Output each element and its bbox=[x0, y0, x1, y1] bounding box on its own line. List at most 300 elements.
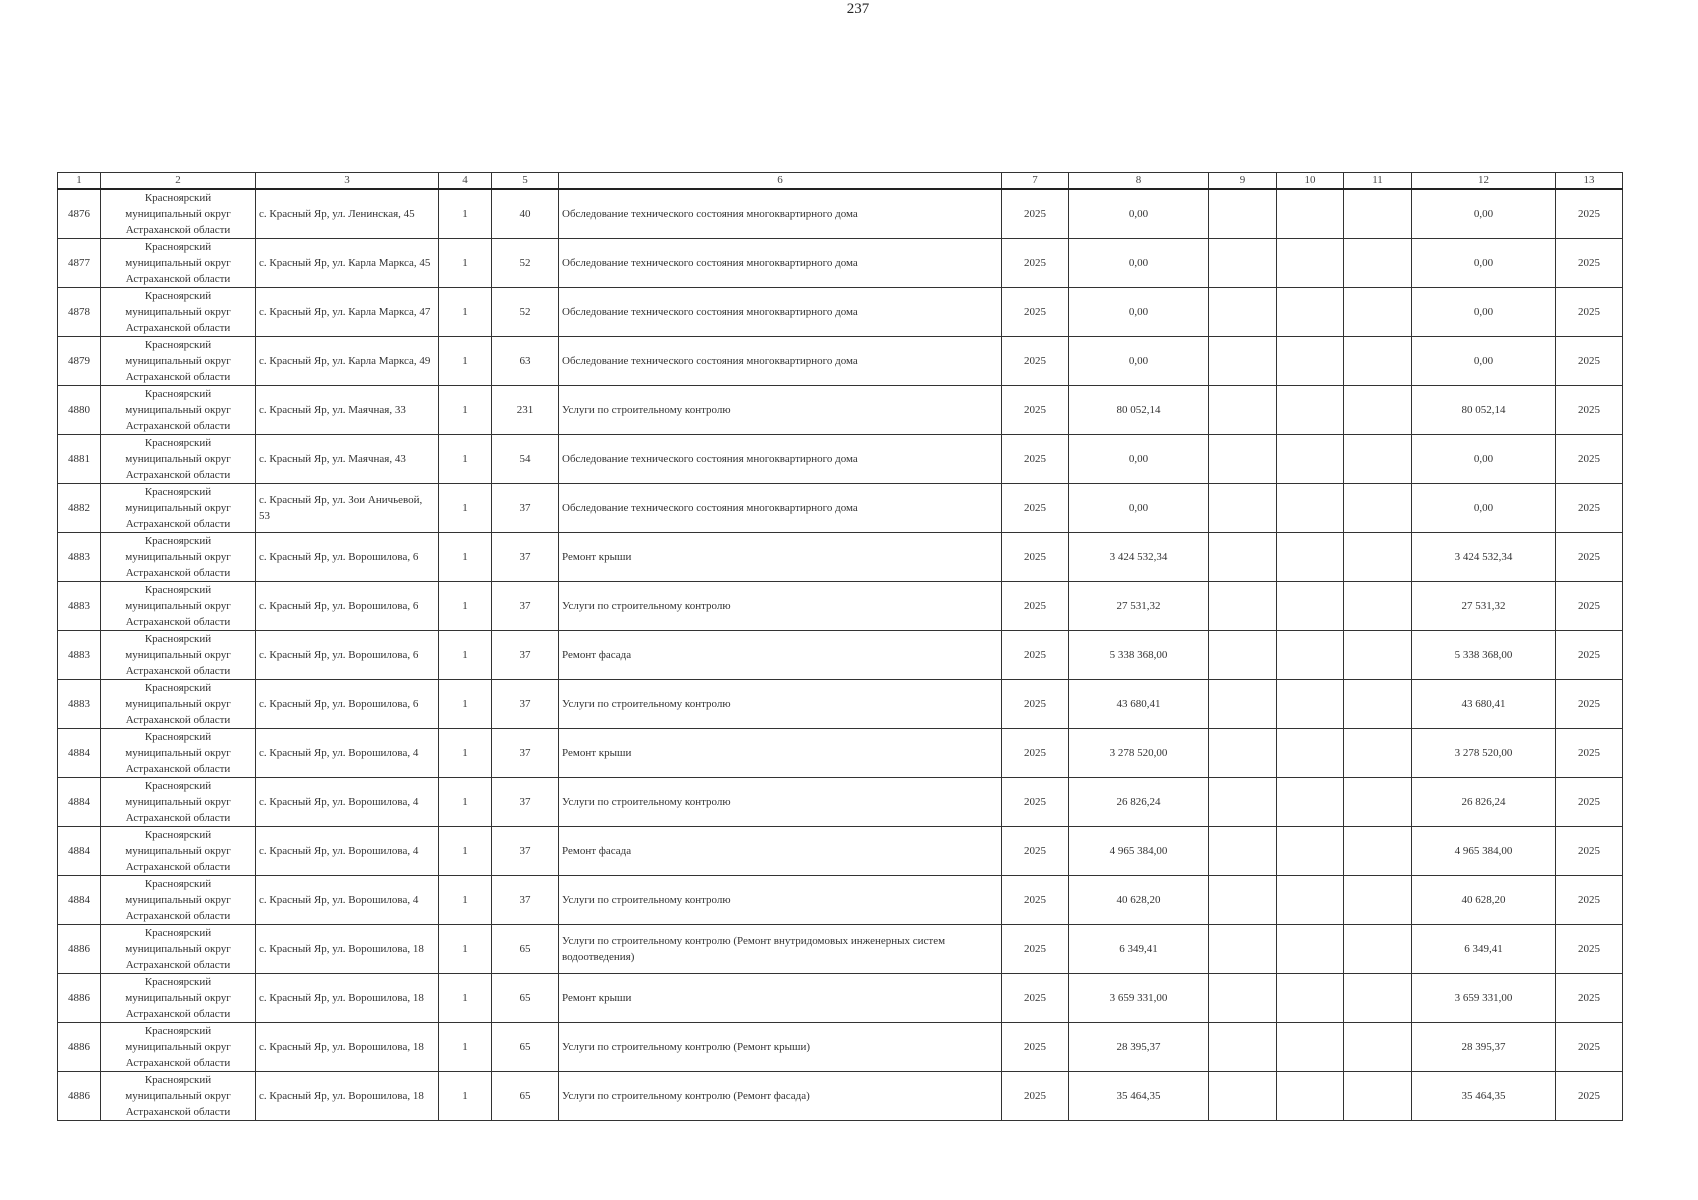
municipality-cell bbox=[101, 435, 256, 484]
column-4-cell: 1 bbox=[439, 680, 492, 729]
column-4-cell: 1 bbox=[439, 925, 492, 974]
work-type-cell: Услуги по строительному контролю (Ремонт фасада) bbox=[559, 1072, 1002, 1121]
column-5-cell: 40 bbox=[492, 189, 559, 239]
column-11-cell bbox=[1344, 337, 1412, 386]
column-4-cell: 1 bbox=[439, 729, 492, 778]
column-5-cell: 37 bbox=[492, 778, 559, 827]
total-cost-cell: 4 965 384,00 bbox=[1412, 827, 1556, 876]
cost-cell: 28 395,37 bbox=[1069, 1023, 1209, 1072]
year-cell: 2025 bbox=[1002, 189, 1069, 239]
table-row bbox=[58, 189, 1623, 239]
address-cell: с. Красный Яр, ул. Маячная, 43 bbox=[256, 435, 439, 484]
municipality-cell bbox=[101, 1072, 256, 1121]
address-cell: с. Красный Яр, ул. Карла Маркса, 49 bbox=[256, 337, 439, 386]
column-9-cell bbox=[1209, 827, 1277, 876]
cost-cell: 26 826,24 bbox=[1069, 778, 1209, 827]
municipality-line: муниципальный округ bbox=[125, 600, 231, 612]
work-type-cell: Услуги по строительному контролю (Ремонт крыши) bbox=[559, 1023, 1002, 1072]
cost-cell: 6 349,41 bbox=[1069, 925, 1209, 974]
column-9-cell bbox=[1209, 435, 1277, 484]
work-type-cell: Ремонт фасада bbox=[559, 631, 1002, 680]
column-5-cell: 37 bbox=[492, 631, 559, 680]
table-row bbox=[58, 239, 1623, 288]
municipality-cell bbox=[101, 386, 256, 435]
work-type-cell: Ремонт крыши bbox=[559, 974, 1002, 1023]
total-cost-cell: 28 395,37 bbox=[1412, 1023, 1556, 1072]
column-11-cell bbox=[1344, 288, 1412, 337]
year-cell: 2025 bbox=[1002, 1023, 1069, 1072]
table-row bbox=[58, 974, 1623, 1023]
municipality-line: Красноярский bbox=[144, 486, 212, 498]
table-row bbox=[58, 876, 1623, 925]
table-row bbox=[58, 778, 1623, 827]
column-4-cell: 1 bbox=[439, 827, 492, 876]
column-9-cell bbox=[1209, 729, 1277, 778]
municipality-line: Красноярский bbox=[144, 829, 212, 841]
cost-cell: 0,00 bbox=[1069, 239, 1209, 288]
municipality-line: муниципальный округ bbox=[125, 747, 231, 759]
total-cost-cell: 26 826,24 bbox=[1412, 778, 1556, 827]
municipality-line: муниципальный округ bbox=[125, 698, 231, 710]
row-number-cell: 4886 bbox=[58, 1072, 101, 1121]
municipality-line: муниципальный округ bbox=[125, 845, 231, 857]
column-header: 4 bbox=[439, 173, 492, 190]
column-4-cell: 1 bbox=[439, 1023, 492, 1072]
column-9-cell bbox=[1209, 680, 1277, 729]
municipality-line: муниципальный округ bbox=[125, 943, 231, 955]
column-11-cell bbox=[1344, 533, 1412, 582]
municipality-line: Красноярский bbox=[144, 192, 212, 204]
address-cell: с. Красный Яр, ул. Ворошилова, 18 bbox=[256, 974, 439, 1023]
completion-year-cell: 2025 bbox=[1556, 876, 1623, 925]
total-cost-cell: 80 052,14 bbox=[1412, 386, 1556, 435]
row-number-cell: 4877 bbox=[58, 239, 101, 288]
column-9-cell bbox=[1209, 533, 1277, 582]
municipality-line: Астраханской области bbox=[125, 224, 231, 236]
column-9-cell bbox=[1209, 239, 1277, 288]
column-header: 13 bbox=[1556, 173, 1623, 190]
total-cost-cell: 40 628,20 bbox=[1412, 876, 1556, 925]
municipality-cell bbox=[101, 189, 256, 239]
table-row bbox=[58, 288, 1623, 337]
municipality-line: Астраханской области bbox=[125, 910, 231, 922]
address-cell: с. Красный Яр, ул. Маячная, 33 bbox=[256, 386, 439, 435]
municipality-line: Астраханской области bbox=[125, 1057, 231, 1069]
work-type-cell: Ремонт фасада bbox=[559, 827, 1002, 876]
column-11-cell bbox=[1344, 729, 1412, 778]
municipality-cell bbox=[101, 239, 256, 288]
column-11-cell bbox=[1344, 631, 1412, 680]
municipality-line: Красноярский bbox=[144, 1025, 212, 1037]
address-cell: с. Красный Яр, ул. Зои Аничьевой, 53 bbox=[256, 484, 439, 533]
column-5-cell: 54 bbox=[492, 435, 559, 484]
column-9-cell bbox=[1209, 288, 1277, 337]
column-11-cell bbox=[1344, 1023, 1412, 1072]
row-number-cell: 4884 bbox=[58, 827, 101, 876]
municipality-line: Красноярский bbox=[144, 437, 212, 449]
row-number-cell: 4884 bbox=[58, 778, 101, 827]
municipality-line: Астраханской области bbox=[125, 469, 231, 481]
municipality-cell bbox=[101, 680, 256, 729]
total-cost-cell: 5 338 368,00 bbox=[1412, 631, 1556, 680]
completion-year-cell: 2025 bbox=[1556, 484, 1623, 533]
municipality-line: Астраханской области bbox=[125, 861, 231, 873]
column-4-cell: 1 bbox=[439, 337, 492, 386]
municipality-line: Астраханской области bbox=[125, 1106, 231, 1118]
municipality-line: Астраханской области bbox=[125, 812, 231, 824]
municipality-cell bbox=[101, 484, 256, 533]
cost-cell: 4 965 384,00 bbox=[1069, 827, 1209, 876]
column-10-cell bbox=[1277, 729, 1344, 778]
column-header: 8 bbox=[1069, 173, 1209, 190]
cost-cell: 3 278 520,00 bbox=[1069, 729, 1209, 778]
column-10-cell bbox=[1277, 239, 1344, 288]
cost-cell: 5 338 368,00 bbox=[1069, 631, 1209, 680]
address-cell: с. Красный Яр, ул. Ленинская, 45 bbox=[256, 189, 439, 239]
total-cost-cell: 27 531,32 bbox=[1412, 582, 1556, 631]
municipality-cell bbox=[101, 288, 256, 337]
column-4-cell: 1 bbox=[439, 288, 492, 337]
column-10-cell bbox=[1277, 435, 1344, 484]
column-11-cell bbox=[1344, 827, 1412, 876]
column-header: 2 bbox=[101, 173, 256, 190]
column-header: 10 bbox=[1277, 173, 1344, 190]
row-number-cell: 4880 bbox=[58, 386, 101, 435]
municipality-line: Красноярский bbox=[144, 339, 212, 351]
column-4-cell: 1 bbox=[439, 533, 492, 582]
column-5-cell: 37 bbox=[492, 533, 559, 582]
year-cell: 2025 bbox=[1002, 778, 1069, 827]
column-header: 7 bbox=[1002, 173, 1069, 190]
column-10-cell bbox=[1277, 876, 1344, 925]
municipality-line: Астраханской области bbox=[125, 763, 231, 775]
work-type-cell: Услуги по строительному контролю bbox=[559, 876, 1002, 925]
column-11-cell bbox=[1344, 974, 1412, 1023]
work-type-cell: Услуги по строительному контролю bbox=[559, 386, 1002, 435]
total-cost-cell: 3 659 331,00 bbox=[1412, 974, 1556, 1023]
work-type-cell: Услуги по строительному контролю bbox=[559, 680, 1002, 729]
municipality-cell bbox=[101, 533, 256, 582]
year-cell: 2025 bbox=[1002, 876, 1069, 925]
column-11-cell bbox=[1344, 582, 1412, 631]
cost-cell: 27 531,32 bbox=[1069, 582, 1209, 631]
column-11-cell bbox=[1344, 435, 1412, 484]
address-cell: с. Красный Яр, ул. Ворошилова, 4 bbox=[256, 729, 439, 778]
column-5-cell: 65 bbox=[492, 1072, 559, 1121]
column-11-cell bbox=[1344, 876, 1412, 925]
column-10-cell bbox=[1277, 189, 1344, 239]
municipality-line: муниципальный округ bbox=[125, 306, 231, 318]
municipality-line: муниципальный округ bbox=[125, 796, 231, 808]
column-5-cell: 37 bbox=[492, 729, 559, 778]
municipality-line: муниципальный округ bbox=[125, 992, 231, 1004]
total-cost-cell: 3 278 520,00 bbox=[1412, 729, 1556, 778]
cost-cell: 0,00 bbox=[1069, 337, 1209, 386]
column-4-cell: 1 bbox=[439, 974, 492, 1023]
row-number-cell: 4883 bbox=[58, 582, 101, 631]
column-11-cell bbox=[1344, 778, 1412, 827]
column-header: 5 bbox=[492, 173, 559, 190]
column-4-cell: 1 bbox=[439, 435, 492, 484]
municipality-line: Астраханской области bbox=[125, 1008, 231, 1020]
column-10-cell bbox=[1277, 680, 1344, 729]
row-number-cell: 4886 bbox=[58, 925, 101, 974]
municipality-cell bbox=[101, 582, 256, 631]
column-10-cell bbox=[1277, 1072, 1344, 1121]
municipality-line: Красноярский bbox=[144, 584, 212, 596]
column-10-cell bbox=[1277, 778, 1344, 827]
work-type-cell: Ремонт крыши bbox=[559, 729, 1002, 778]
table-row bbox=[58, 582, 1623, 631]
total-cost-cell: 0,00 bbox=[1412, 484, 1556, 533]
year-cell: 2025 bbox=[1002, 1072, 1069, 1121]
column-4-cell: 1 bbox=[439, 386, 492, 435]
column-4-cell: 1 bbox=[439, 239, 492, 288]
column-10-cell bbox=[1277, 974, 1344, 1023]
column-11-cell bbox=[1344, 189, 1412, 239]
municipality-line: муниципальный округ bbox=[125, 453, 231, 465]
municipality-line: муниципальный округ bbox=[125, 502, 231, 514]
completion-year-cell: 2025 bbox=[1556, 582, 1623, 631]
completion-year-cell: 2025 bbox=[1556, 778, 1623, 827]
work-type-cell: Услуги по строительному контролю bbox=[559, 778, 1002, 827]
column-10-cell bbox=[1277, 484, 1344, 533]
row-number-cell: 4883 bbox=[58, 631, 101, 680]
total-cost-cell: 0,00 bbox=[1412, 189, 1556, 239]
completion-year-cell: 2025 bbox=[1556, 729, 1623, 778]
table-row bbox=[58, 827, 1623, 876]
municipality-line: Астраханской области bbox=[125, 518, 231, 530]
municipality-cell bbox=[101, 827, 256, 876]
work-type-cell: Ремонт крыши bbox=[559, 533, 1002, 582]
completion-year-cell: 2025 bbox=[1556, 337, 1623, 386]
work-type-cell: Услуги по строительному контролю (Ремонт внутридомовых инженерных систем водоотведения) bbox=[559, 925, 1002, 974]
completion-year-cell: 2025 bbox=[1556, 925, 1623, 974]
completion-year-cell: 2025 bbox=[1556, 680, 1623, 729]
municipality-line: муниципальный округ bbox=[125, 1090, 231, 1102]
cost-cell: 0,00 bbox=[1069, 435, 1209, 484]
column-9-cell bbox=[1209, 189, 1277, 239]
cost-cell: 35 464,35 bbox=[1069, 1072, 1209, 1121]
year-cell: 2025 bbox=[1002, 729, 1069, 778]
address-cell: с. Красный Яр, ул. Ворошилова, 6 bbox=[256, 680, 439, 729]
column-9-cell bbox=[1209, 386, 1277, 435]
table-row bbox=[58, 680, 1623, 729]
municipality-line: Астраханской области bbox=[125, 616, 231, 628]
municipality-line: Красноярский bbox=[144, 535, 212, 547]
municipality-line: Красноярский bbox=[144, 1074, 212, 1086]
address-cell: с. Красный Яр, ул. Ворошилова, 4 bbox=[256, 778, 439, 827]
row-number-cell: 4881 bbox=[58, 435, 101, 484]
cost-cell: 3 424 532,34 bbox=[1069, 533, 1209, 582]
column-11-cell bbox=[1344, 925, 1412, 974]
completion-year-cell: 2025 bbox=[1556, 533, 1623, 582]
municipality-line: Астраханской области bbox=[125, 420, 231, 432]
municipality-line: Астраханской области bbox=[125, 273, 231, 285]
column-header: 12 bbox=[1412, 173, 1556, 190]
year-cell: 2025 bbox=[1002, 288, 1069, 337]
cost-cell: 80 052,14 bbox=[1069, 386, 1209, 435]
municipality-line: Красноярский bbox=[144, 241, 212, 253]
table-row bbox=[58, 533, 1623, 582]
municipality-cell bbox=[101, 974, 256, 1023]
address-cell: с. Красный Яр, ул. Ворошилова, 6 bbox=[256, 533, 439, 582]
municipality-line: муниципальный округ bbox=[125, 355, 231, 367]
municipality-line: Красноярский bbox=[144, 682, 212, 694]
table-row bbox=[58, 435, 1623, 484]
table-body bbox=[58, 189, 1623, 1121]
year-cell: 2025 bbox=[1002, 533, 1069, 582]
column-5-cell: 52 bbox=[492, 288, 559, 337]
column-5-cell: 37 bbox=[492, 827, 559, 876]
column-5-cell: 65 bbox=[492, 1023, 559, 1072]
work-type-cell: Услуги по строительному контролю bbox=[559, 582, 1002, 631]
column-9-cell bbox=[1209, 925, 1277, 974]
column-4-cell: 1 bbox=[439, 1072, 492, 1121]
column-4-cell: 1 bbox=[439, 876, 492, 925]
year-cell: 2025 bbox=[1002, 582, 1069, 631]
table-header bbox=[58, 173, 1623, 190]
total-cost-cell: 43 680,41 bbox=[1412, 680, 1556, 729]
column-header: 1 bbox=[58, 173, 101, 190]
address-cell: с. Красный Яр, ул. Ворошилова, 4 bbox=[256, 827, 439, 876]
completion-year-cell: 2025 bbox=[1556, 827, 1623, 876]
table-row bbox=[58, 484, 1623, 533]
column-10-cell bbox=[1277, 1023, 1344, 1072]
address-cell: с. Красный Яр, ул. Ворошилова, 18 bbox=[256, 1072, 439, 1121]
row-number-cell: 4882 bbox=[58, 484, 101, 533]
column-header: 9 bbox=[1209, 173, 1277, 190]
year-cell: 2025 bbox=[1002, 827, 1069, 876]
total-cost-cell: 0,00 bbox=[1412, 337, 1556, 386]
column-10-cell bbox=[1277, 925, 1344, 974]
column-11-cell bbox=[1344, 680, 1412, 729]
completion-year-cell: 2025 bbox=[1556, 974, 1623, 1023]
column-4-cell: 1 bbox=[439, 631, 492, 680]
row-number-cell: 4878 bbox=[58, 288, 101, 337]
table-row bbox=[58, 729, 1623, 778]
work-type-cell: Обследование технического состояния многоквартирного дома bbox=[559, 435, 1002, 484]
municipality-line: Красноярский bbox=[144, 927, 212, 939]
column-5-cell: 37 bbox=[492, 484, 559, 533]
municipality-line: Астраханской области bbox=[125, 322, 231, 334]
total-cost-cell: 35 464,35 bbox=[1412, 1072, 1556, 1121]
table-row bbox=[58, 925, 1623, 974]
column-header: 3 bbox=[256, 173, 439, 190]
total-cost-cell: 0,00 bbox=[1412, 288, 1556, 337]
cost-cell: 0,00 bbox=[1069, 189, 1209, 239]
municipality-line: Красноярский bbox=[144, 731, 212, 743]
municipality-line: муниципальный округ bbox=[125, 208, 231, 220]
row-number-cell: 4886 bbox=[58, 974, 101, 1023]
municipality-line: муниципальный округ bbox=[125, 551, 231, 563]
table-row bbox=[58, 631, 1623, 680]
municipality-line: Астраханской области bbox=[125, 371, 231, 383]
column-5-cell: 65 bbox=[492, 974, 559, 1023]
column-9-cell bbox=[1209, 484, 1277, 533]
municipality-line: Красноярский bbox=[144, 633, 212, 645]
column-11-cell bbox=[1344, 484, 1412, 533]
municipality-line: Красноярский bbox=[144, 976, 212, 988]
completion-year-cell: 2025 bbox=[1556, 435, 1623, 484]
column-9-cell bbox=[1209, 974, 1277, 1023]
municipality-cell bbox=[101, 778, 256, 827]
municipality-cell bbox=[101, 337, 256, 386]
municipality-line: Красноярский bbox=[144, 290, 212, 302]
column-10-cell bbox=[1277, 631, 1344, 680]
row-number-cell: 4884 bbox=[58, 729, 101, 778]
work-type-cell: Обследование технического состояния многоквартирного дома bbox=[559, 189, 1002, 239]
municipality-cell bbox=[101, 876, 256, 925]
address-cell: с. Красный Яр, ул. Ворошилова, 18 bbox=[256, 925, 439, 974]
column-9-cell bbox=[1209, 337, 1277, 386]
column-9-cell bbox=[1209, 1023, 1277, 1072]
total-cost-cell: 6 349,41 bbox=[1412, 925, 1556, 974]
table-row bbox=[58, 1072, 1623, 1121]
municipality-line: Астраханской области bbox=[125, 714, 231, 726]
address-cell: с. Красный Яр, ул. Ворошилова, 4 bbox=[256, 876, 439, 925]
completion-year-cell: 2025 bbox=[1556, 631, 1623, 680]
column-9-cell bbox=[1209, 876, 1277, 925]
municipality-line: муниципальный округ bbox=[125, 894, 231, 906]
cost-cell: 43 680,41 bbox=[1069, 680, 1209, 729]
municipality-cell bbox=[101, 925, 256, 974]
register-table bbox=[57, 172, 1623, 1121]
work-type-cell: Обследование технического состояния многоквартирного дома bbox=[559, 288, 1002, 337]
column-9-cell bbox=[1209, 1072, 1277, 1121]
column-4-cell: 1 bbox=[439, 189, 492, 239]
column-5-cell: 65 bbox=[492, 925, 559, 974]
cost-cell: 40 628,20 bbox=[1069, 876, 1209, 925]
column-5-cell: 52 bbox=[492, 239, 559, 288]
table-row bbox=[58, 337, 1623, 386]
municipality-line: Астраханской области bbox=[125, 567, 231, 579]
work-type-cell: Обследование технического состояния многоквартирного дома bbox=[559, 239, 1002, 288]
cost-cell: 0,00 bbox=[1069, 288, 1209, 337]
column-5-cell: 37 bbox=[492, 876, 559, 925]
total-cost-cell: 0,00 bbox=[1412, 239, 1556, 288]
column-11-cell bbox=[1344, 239, 1412, 288]
column-9-cell bbox=[1209, 582, 1277, 631]
column-10-cell bbox=[1277, 386, 1344, 435]
municipality-line: Красноярский bbox=[144, 388, 212, 400]
column-5-cell: 37 bbox=[492, 582, 559, 631]
column-header: 6 bbox=[559, 173, 1002, 190]
column-10-cell bbox=[1277, 827, 1344, 876]
municipality-cell bbox=[101, 631, 256, 680]
completion-year-cell: 2025 bbox=[1556, 386, 1623, 435]
address-cell: с. Красный Яр, ул. Ворошилова, 18 bbox=[256, 1023, 439, 1072]
table-row bbox=[58, 1023, 1623, 1072]
address-cell: с. Красный Яр, ул. Карла Маркса, 45 bbox=[256, 239, 439, 288]
municipality-line: Астраханской области bbox=[125, 665, 231, 677]
row-number-cell: 4876 bbox=[58, 189, 101, 239]
column-9-cell bbox=[1209, 631, 1277, 680]
year-cell: 2025 bbox=[1002, 484, 1069, 533]
municipality-line: муниципальный округ bbox=[125, 1041, 231, 1053]
column-11-cell bbox=[1344, 386, 1412, 435]
column-10-cell bbox=[1277, 337, 1344, 386]
row-number-cell: 4883 bbox=[58, 680, 101, 729]
column-4-cell: 1 bbox=[439, 582, 492, 631]
column-9-cell bbox=[1209, 778, 1277, 827]
year-cell: 2025 bbox=[1002, 435, 1069, 484]
completion-year-cell: 2025 bbox=[1556, 1023, 1623, 1072]
row-number-cell: 4879 bbox=[58, 337, 101, 386]
page-number: 237 bbox=[846, 1, 870, 17]
completion-year-cell: 2025 bbox=[1556, 189, 1623, 239]
completion-year-cell: 2025 bbox=[1556, 288, 1623, 337]
